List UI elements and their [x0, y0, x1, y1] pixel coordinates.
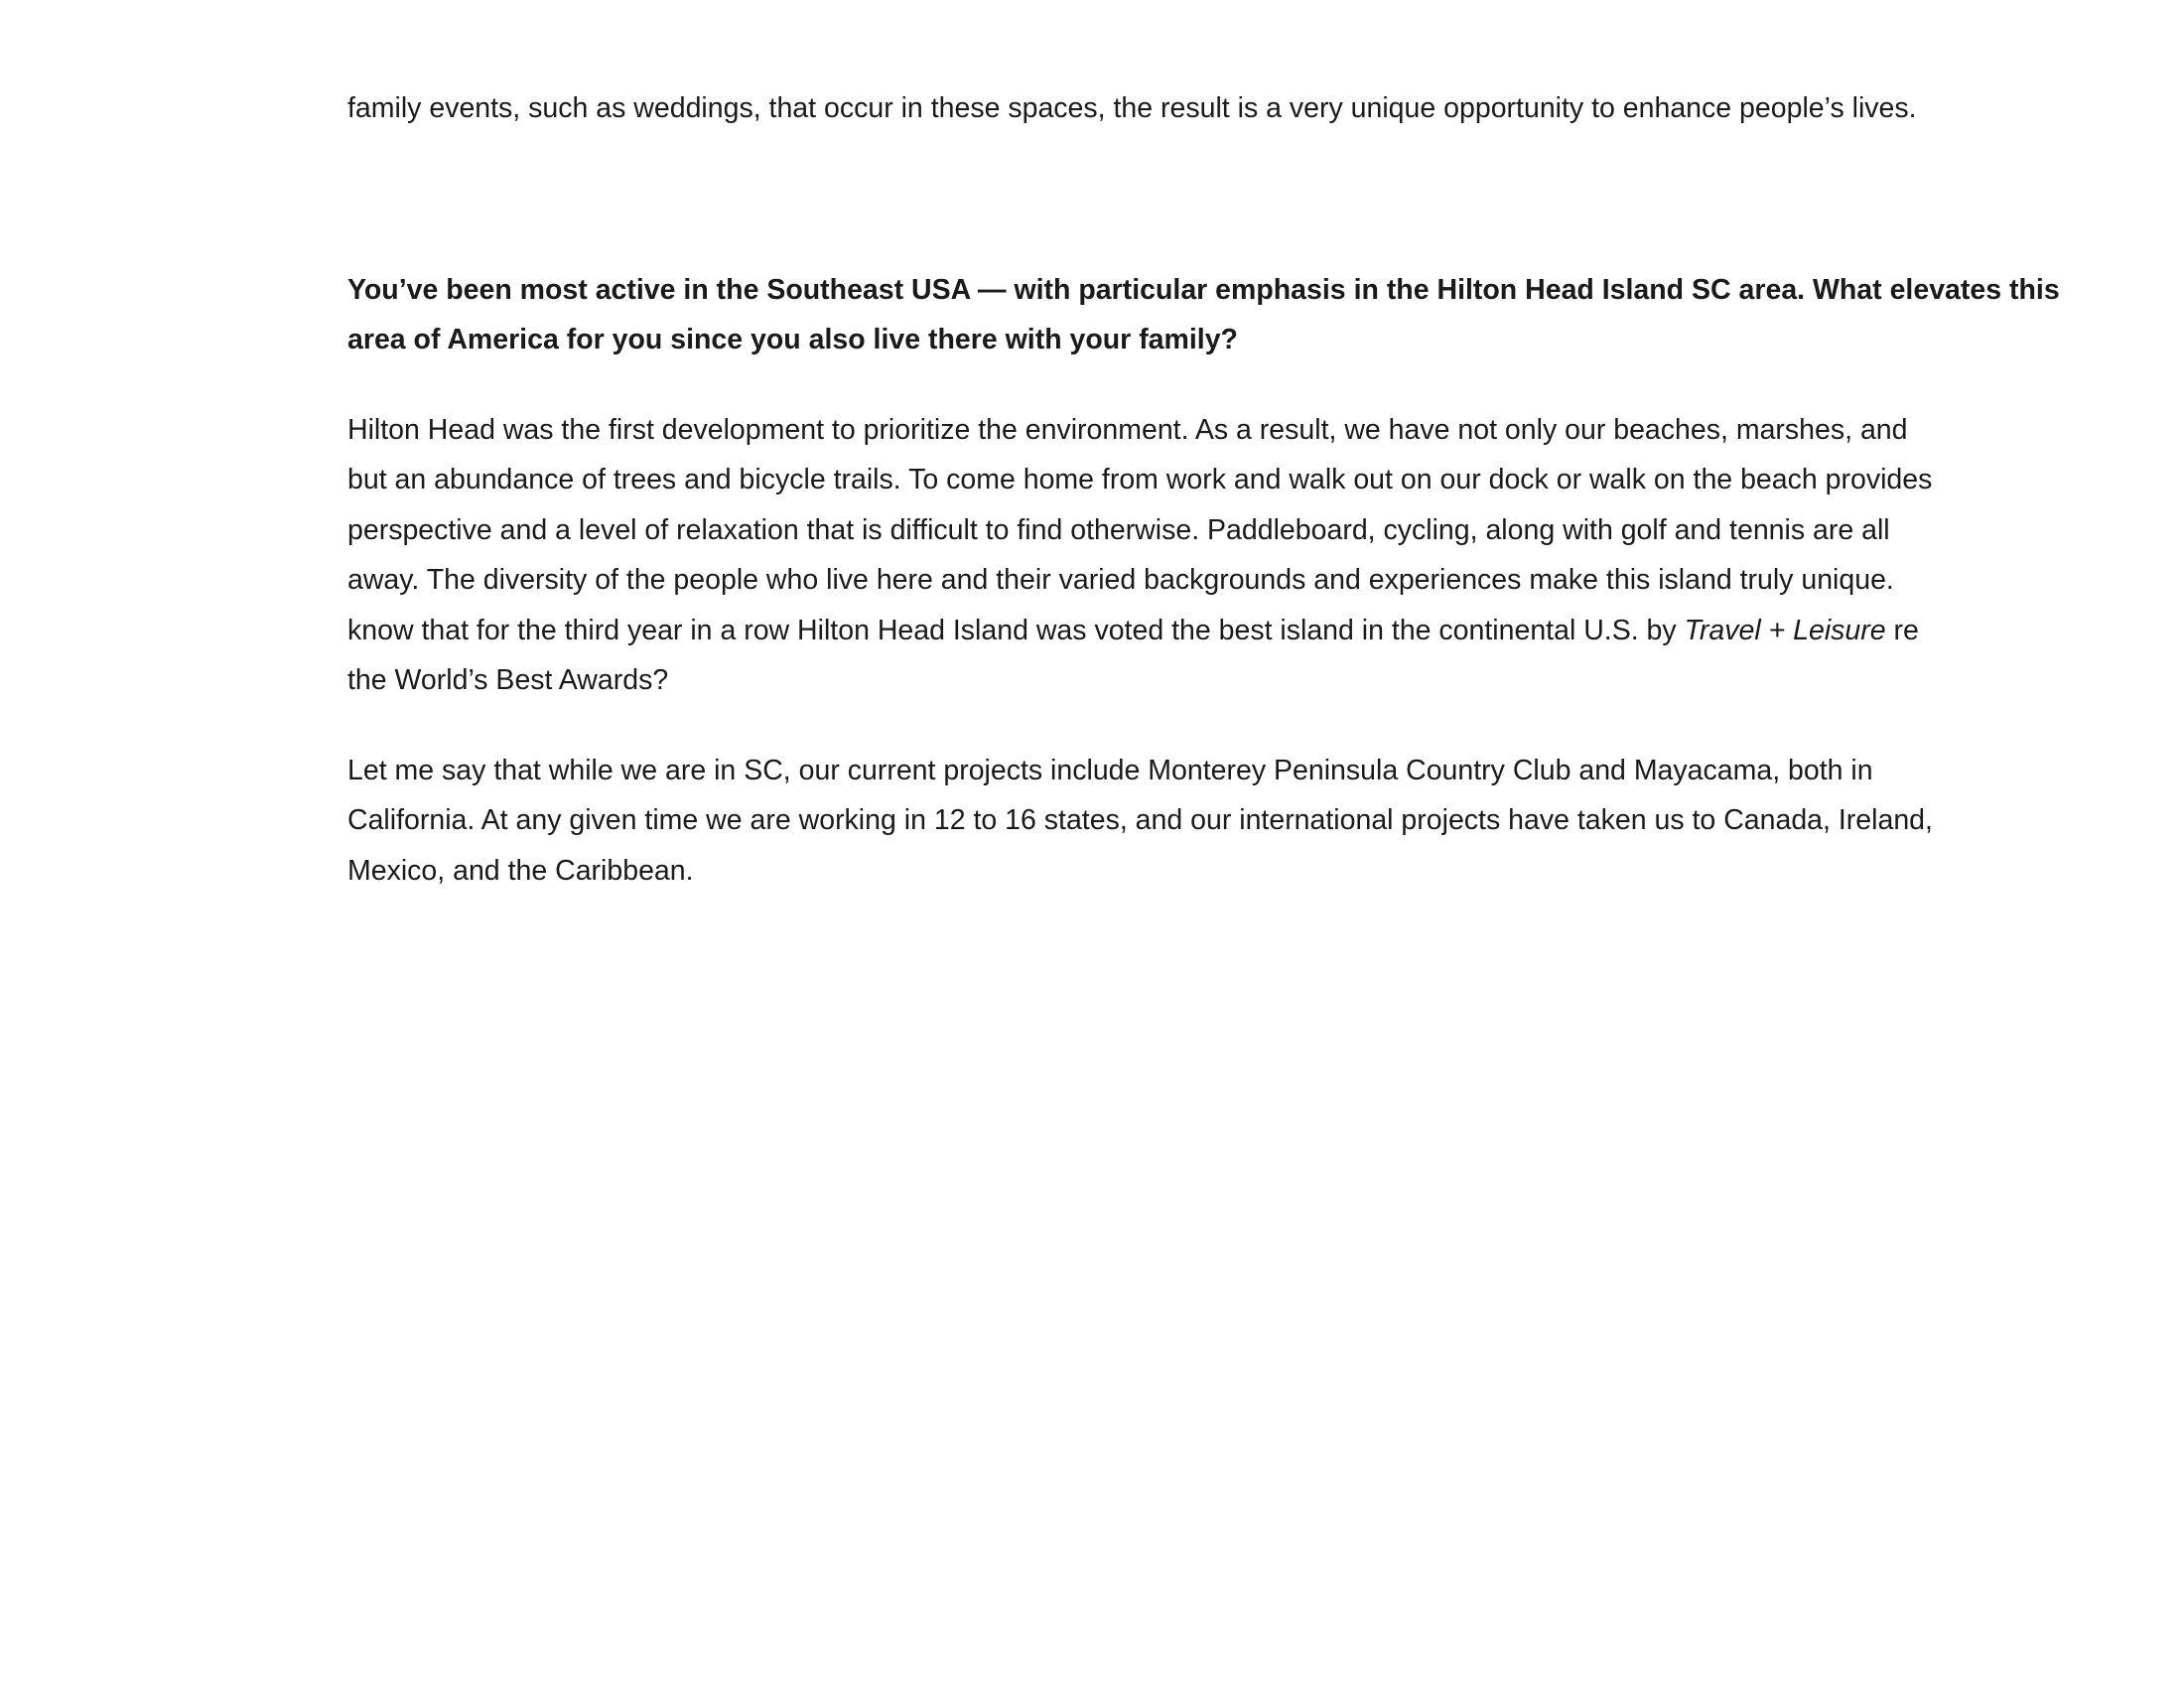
paragraph-spacer	[347, 365, 2113, 405]
answer-paragraph-2	[347, 746, 2113, 897]
paragraph-line: California. At any given time we are working in 12 to 16 states, and our international projects have taken us to Canada, Ireland,	[347, 804, 1933, 836]
interview-question	[347, 265, 2113, 365]
continued-paragraph	[347, 83, 2113, 134]
section-spacer	[347, 134, 2113, 265]
paragraph-line: away. The diversity of the people who live here and their varied backgrounds and experiences make this island truly unique.	[347, 564, 1894, 596]
paragraph-line: Mexico, and the Caribbean.	[347, 854, 694, 887]
paragraph-line: the World’s Best Awards?	[347, 664, 669, 696]
question-line: area of America for you since you also live there with your family?	[347, 324, 1238, 355]
paragraph-line: family events, such as weddings, that occur in these spaces, the result is a very unique opportunity to enhance people’s lives.	[347, 92, 1917, 124]
paragraph-spacer	[347, 706, 2113, 746]
paragraph-line: Let me say that while we are in SC, our current projects include Monterey Peninsula Country Club and Mayacama, both in	[347, 754, 1873, 786]
question-line: You’ve been most active in the Southeast USA — with particular emphasis in the Hilton Head Island SC area. What elevates this	[347, 273, 2060, 306]
line-text: know that for the third year in a row Hilton Head Island was voted the best island in the continental U.S. by	[347, 614, 1685, 646]
answer-paragraph-1	[347, 405, 2113, 706]
paragraph-line-with-italic	[347, 606, 2113, 656]
paragraph-line: Hilton Head was the first development to prioritize the environment. As a result, we have not only our beaches, marshes, and	[347, 413, 1908, 446]
paragraph-line: but an abundance of trees and bicycle trails. To come home from work and walk out on our dock or walk on the beach provides	[347, 464, 1933, 495]
text-column	[347, 83, 2113, 896]
paragraph-line: perspective and a level of relaxation that is difficult to find otherwise. Paddleboard, cycling, along with golf and tennis are all	[347, 513, 1890, 546]
line-tail: re	[1885, 614, 1919, 646]
publication-title: Travel + Leisure	[1684, 614, 1886, 646]
